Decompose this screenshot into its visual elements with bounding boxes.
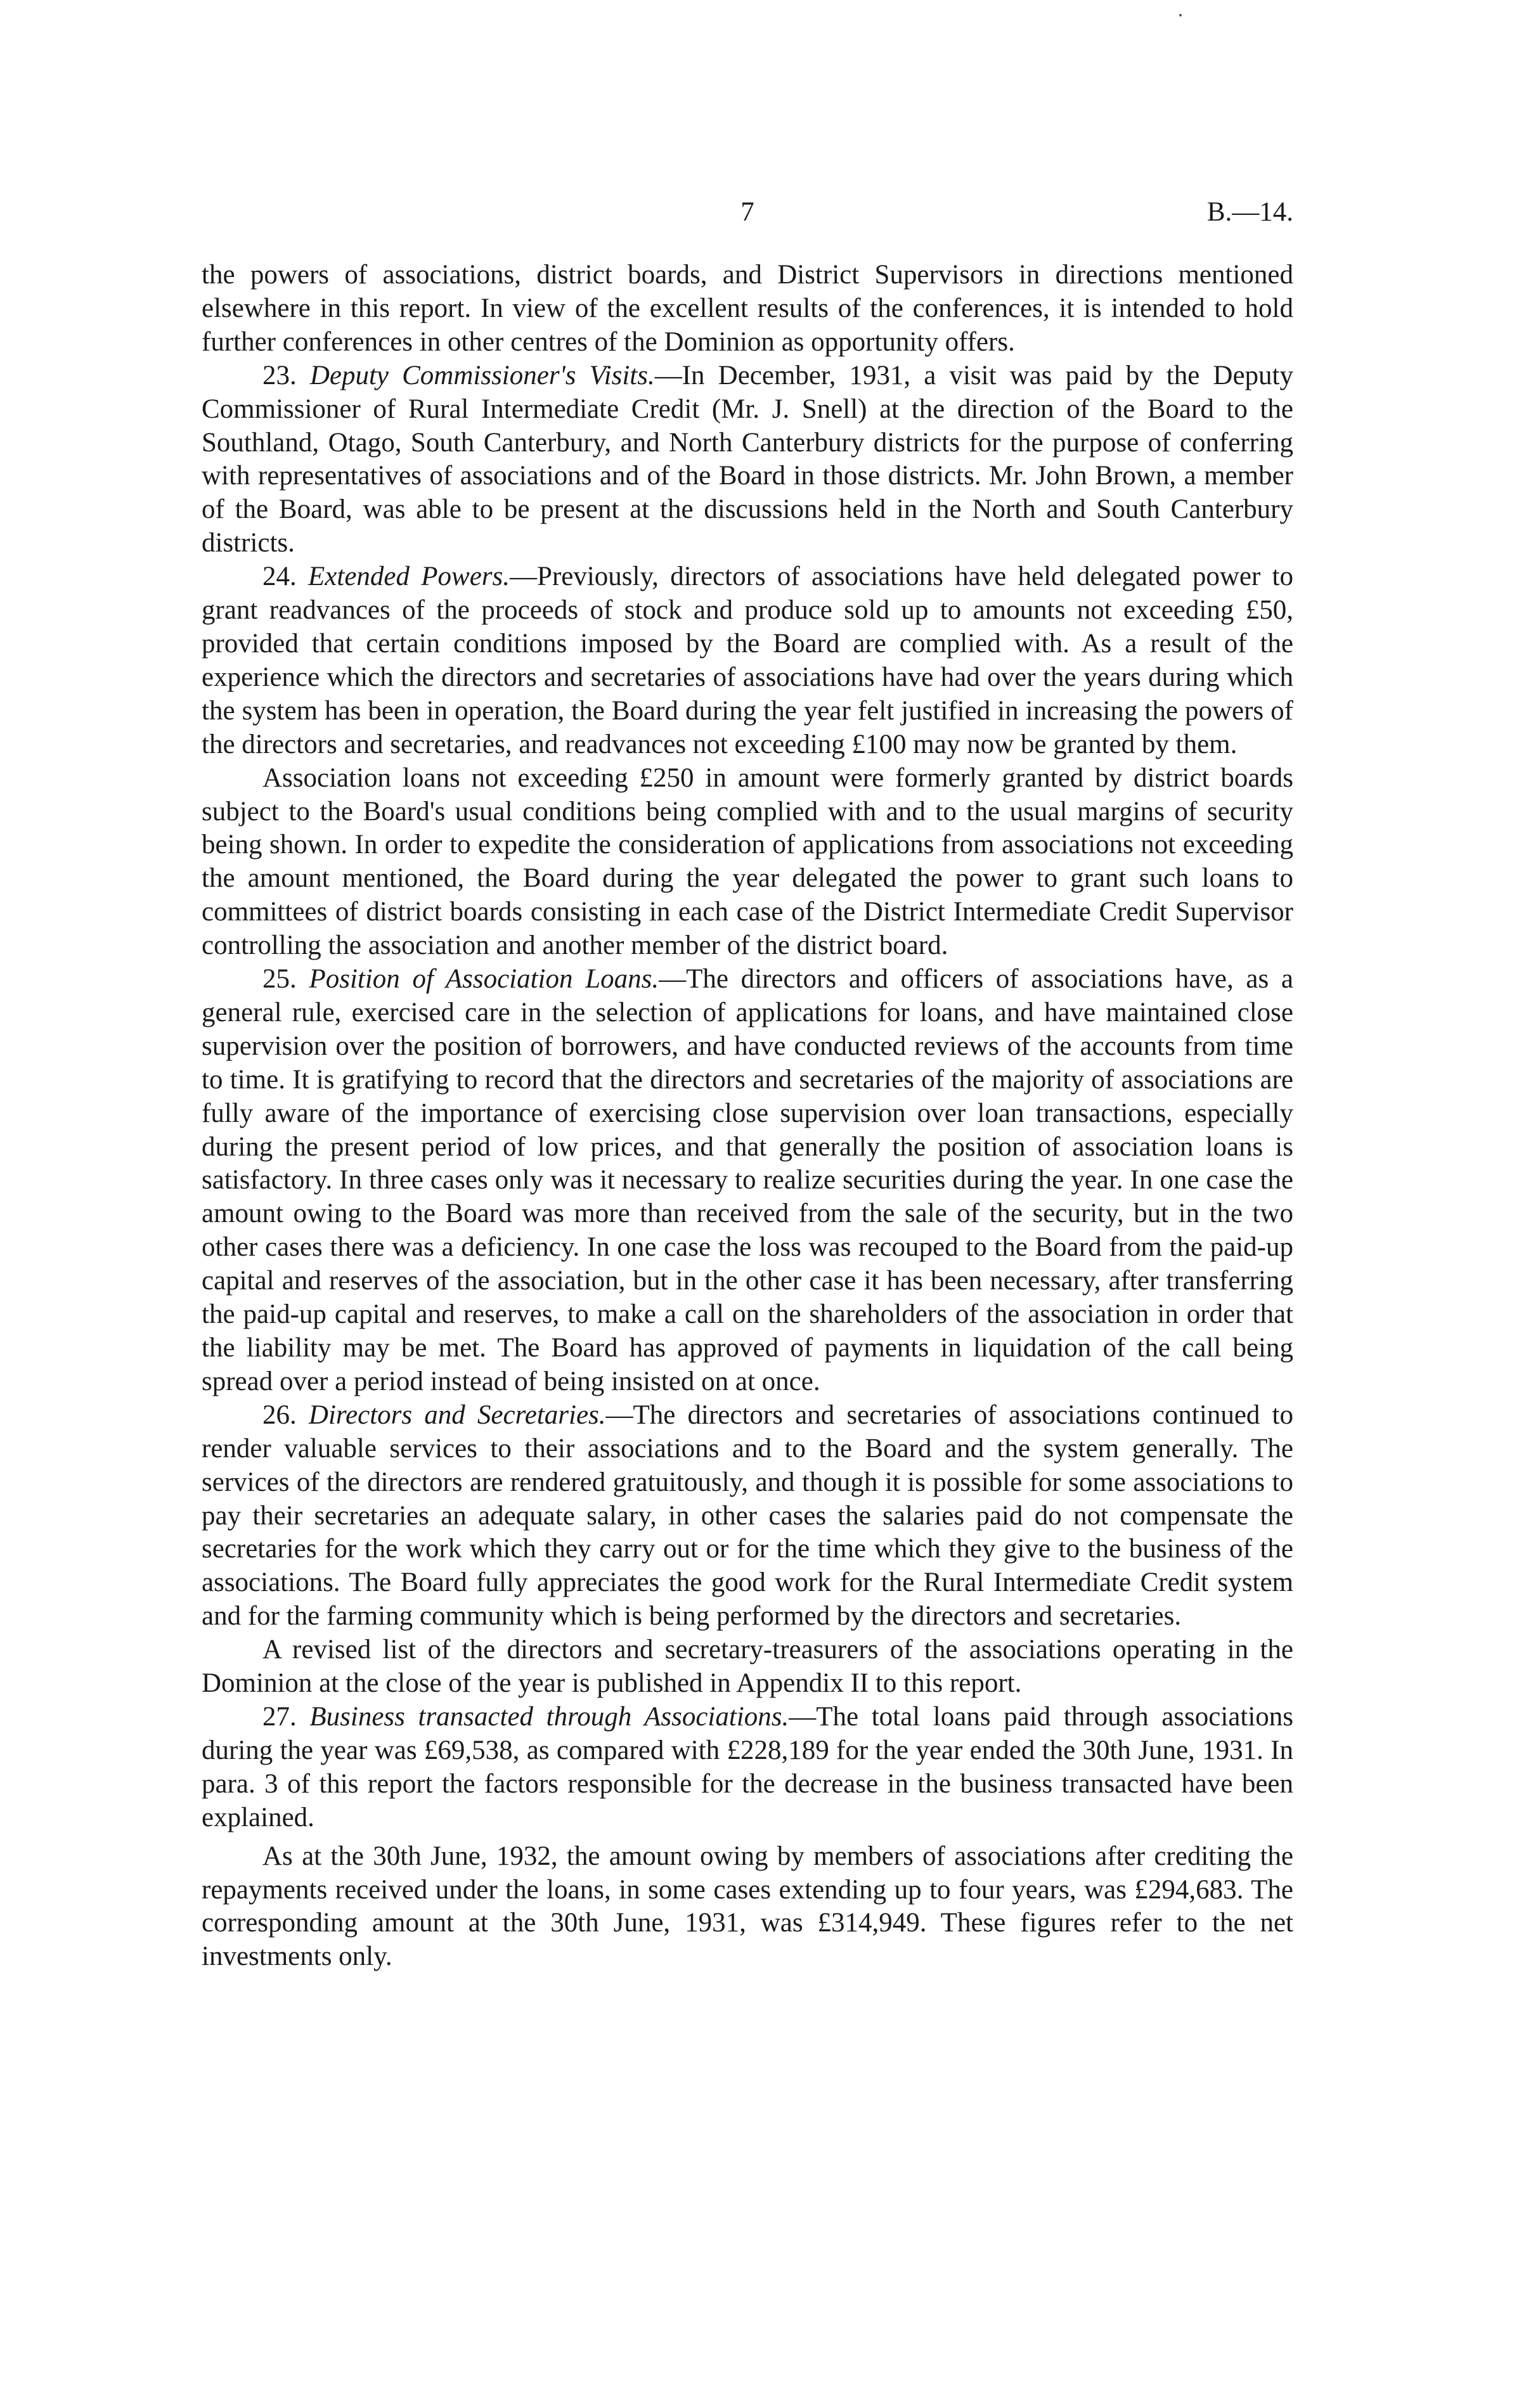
paragraph-24-second bbox=[202, 762, 1293, 963]
paragraph-text: the powers of associations, district boards, and District Supervisors in directions mentioned elsewhere in this report. In view of the excellent results of the conferences, it is intended to hold further conferences in other centres of the Dominion as opportunity offers. bbox=[202, 260, 1293, 357]
paragraph-26-second bbox=[202, 1633, 1293, 1701]
paragraph-number: 24. bbox=[262, 562, 297, 592]
paragraph-22-continued bbox=[202, 259, 1293, 359]
series-reference: B.—14. bbox=[1206, 197, 1293, 227]
scan-speck bbox=[1179, 14, 1182, 16]
paragraph-text: —The total loans paid through associations during the year was £69,538, as compared with £228,189 for the year ended the 30th June, 1931. In para. 3 of this report the factors responsible for the decrease in the business transacted have been explained. bbox=[202, 1701, 1293, 1832]
paragraph-23 bbox=[202, 359, 1293, 560]
paragraph-heading: Deputy Commissioner's Visits. bbox=[309, 360, 655, 390]
paragraph-text: —The directors and officers of associations have, as a general rule, exercised care in the selection of applications for loans, and have maintained close supervision over the position of borrowers, and have conducted reviews of the accounts from time to time. It is gratifying to record that the directors and secretaries of the majority of associations are fully aware of the importance of exercising close supervision over loan transactions, especially during the present period of low prices, and that generally the position of association loans is satisfactory. In three cases only was it necessary to realize securities during the year. In one case the amount owing to the Board was more than received from the sale of the security, but in the two other cases there was a deficiency. In one case the loss was recouped to the Board from the paid-up capital and reserves of the association, but in the other case it has been necessary, after transferring the paid-up capital and reserves, to make a call on the shareholders of the association in order that the liability may be met. The Board has approved of payments in liquidation of the call being spread over a period instead of being insisted on at once. bbox=[202, 964, 1294, 1396]
paragraph-number: 27. bbox=[262, 1701, 297, 1732]
paragraph-heading: Directors and Secretaries. bbox=[308, 1400, 606, 1430]
paragraph-text: A revised list of the directors and secretary-treasurers of the associations operating in the Dominion at the close of the year is published in Appendix II to this report. bbox=[202, 1635, 1293, 1699]
paragraph-number: 23. bbox=[262, 360, 297, 390]
paragraph-text: —The directors and secretaries of associations continued to render valuable services to their associations and to the Board and the system generally. The services of the directors are rendered gratuitously, and though it is possible for some associations to pay their secretaries an adequate salary, in other cases the salaries paid do not compensate the secretaries for the work which they carry out or for the time which they give to the business of the associations. The Board fully appreciates the good work for the Rural Intermediate Credit system and for the farming community which is being performed by the directors and secretaries. bbox=[202, 1400, 1294, 1632]
paragraph-26 bbox=[202, 1399, 1293, 1633]
paragraph-heading: Position of Association Loans. bbox=[309, 964, 659, 995]
paragraph-text: —Previously, directors of associations have held delegated power to grant readvances of the proceeds of stock and produce sold up to amounts not exceeding £50, provided that certain conditions imposed by the Board are complied with. As a result of the experience which the directors and secretaries of associations have had over the years during which the system has been in operation, the Board during the year felt justified in increasing the powers of the directors and secretaries, and readvances not exceeding £100 may now be granted by them. bbox=[202, 562, 1293, 759]
page-number: 7 bbox=[740, 197, 754, 227]
page-header bbox=[202, 196, 1293, 235]
paragraph-number: 26. bbox=[262, 1400, 297, 1430]
paragraph-heading: Extended Powers. bbox=[308, 562, 510, 592]
paragraph-24 bbox=[202, 560, 1293, 761]
paragraph-text: Association loans not exceeding £250 in amount were formerly granted by district boards subject to the Board's usual conditions being complied with and to the usual margins of security being shown. In order to expedite the consideration of applications from associations not exceeding the amount mentioned, the Board during the year delegated the power to grant such loans to committees of district boards consisting in each case of the District Intermediate Credit Supervisor controlling the association and another member of the district board. bbox=[202, 763, 1293, 961]
paragraph-25 bbox=[202, 963, 1293, 1399]
paragraph-27 bbox=[202, 1701, 1293, 1835]
paragraph-number: 25. bbox=[262, 964, 297, 995]
paragraph-text: As at the 30th June, 1932, the amount owing by members of associations after crediting the repayments received under the loans, in some cases extending up to four years, was £294,683. The corresponding amount at the 30th June, 1931, was £314,949. These figures refer to the net investments only. bbox=[202, 1841, 1293, 1972]
paragraph-heading: Business transacted through Associations. bbox=[309, 1701, 789, 1732]
paragraph-text: —In December, 1931, a visit was paid by the Deputy Commissioner of Rural Intermediate Credit (Mr. J. Snell) at the direction of the Board to the Southland, Otago, South Canterbury, and North Canterbury districts for the purpose of conferring with representatives of associations and of the Board in those districts. Mr. John Brown, a member of the Board, was able to be present at the discussions held in the North and South Canterbury districts. bbox=[202, 360, 1293, 558]
paragraph-27-second bbox=[202, 1840, 1293, 1974]
body-text bbox=[202, 259, 1293, 1974]
